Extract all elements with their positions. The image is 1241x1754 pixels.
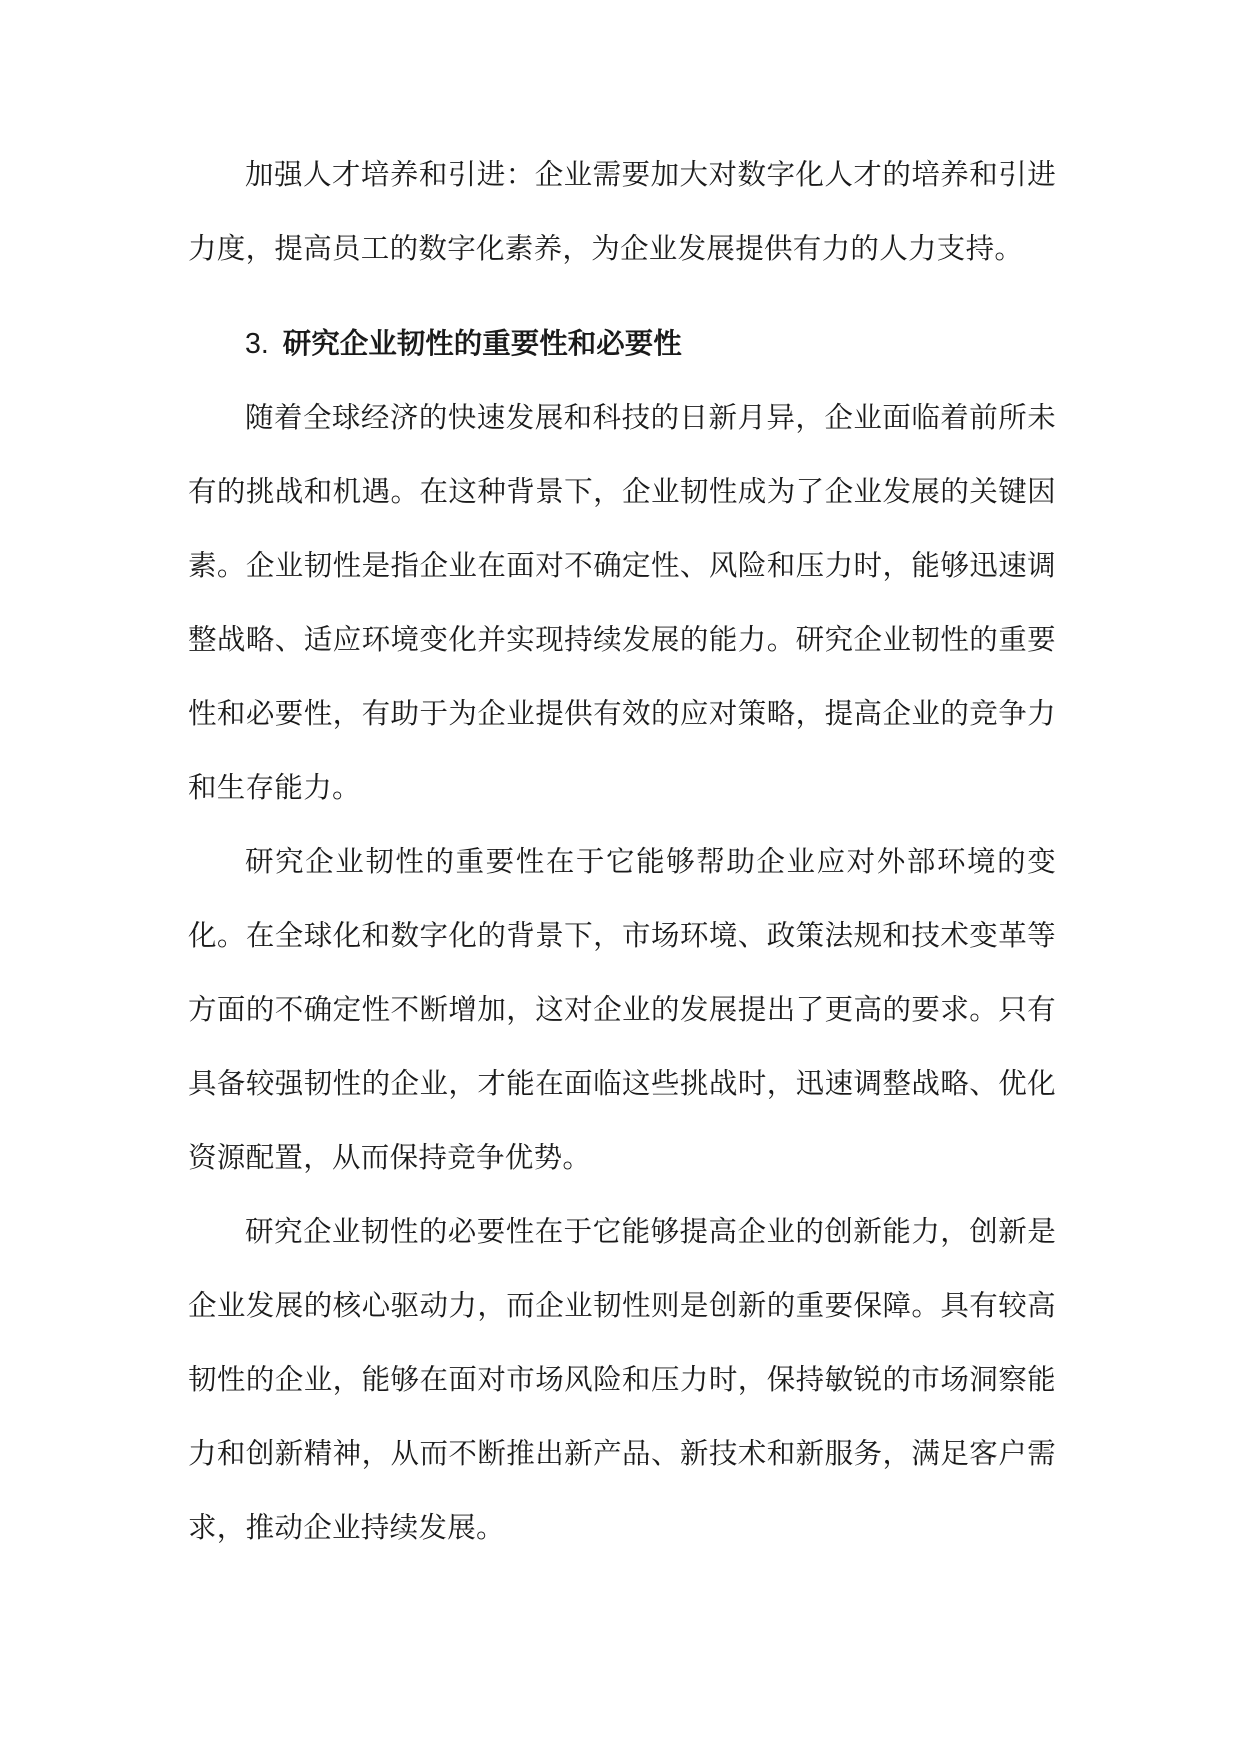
section-number: 3. (245, 328, 269, 360)
paragraph-resilience-background: 随着全球经济的快速发展和科技的日新月异，企业面临着前所未有的挑战和机遇。在这种背景下，企业韧性成为了企业发展的关键因素。企业韧性是指企业在面对不确定性、风险和压力时，能够迅速调整战略、适应环境变化并实现持续发展的能力。研究企业韧性的重要性和必要性，有助于为企业提供有效的应对策略，提高企业的竞争力和生存能力。 (188, 401, 1056, 804)
paragraph-resilience-importance: 研究企业韧性的重要性在于它能够帮助企业应对外部环境的变化。在全球化和数字化的背景下，市场环境、政策法规和技术变革等方面的不确定性不断增加，这对企业的发展提出了更高的要求。只有具备较强韧性的企业，才能在面临这些挑战时，迅速调整战略、优化资源配置，从而保持竞争优势。 (188, 845, 1056, 1174)
section-heading (188, 306, 1056, 381)
paragraph-talent-development: 加强人才培养和引进：企业需要加大对数字化人才的培养和引进力度，提高员工的数字化素养，为企业发展提供有力的人力支持。 (188, 158, 1056, 265)
paragraph-resilience-necessity: 研究企业韧性的必要性在于它能够提高企业的创新能力，创新是企业发展的核心驱动力，而企业韧性则是创新的重要保障。具有较高韧性的企业，能够在面对市场风险和压力时，保持敏锐的市场洞察能力和创新精神，从而不断推出新产品、新技术和新服务，满足客户需求，推动企业持续发展。 (188, 1215, 1056, 1544)
document-body (188, 138, 1056, 1565)
section-title: 研究企业韧性的重要性和必要性 (282, 327, 682, 360)
